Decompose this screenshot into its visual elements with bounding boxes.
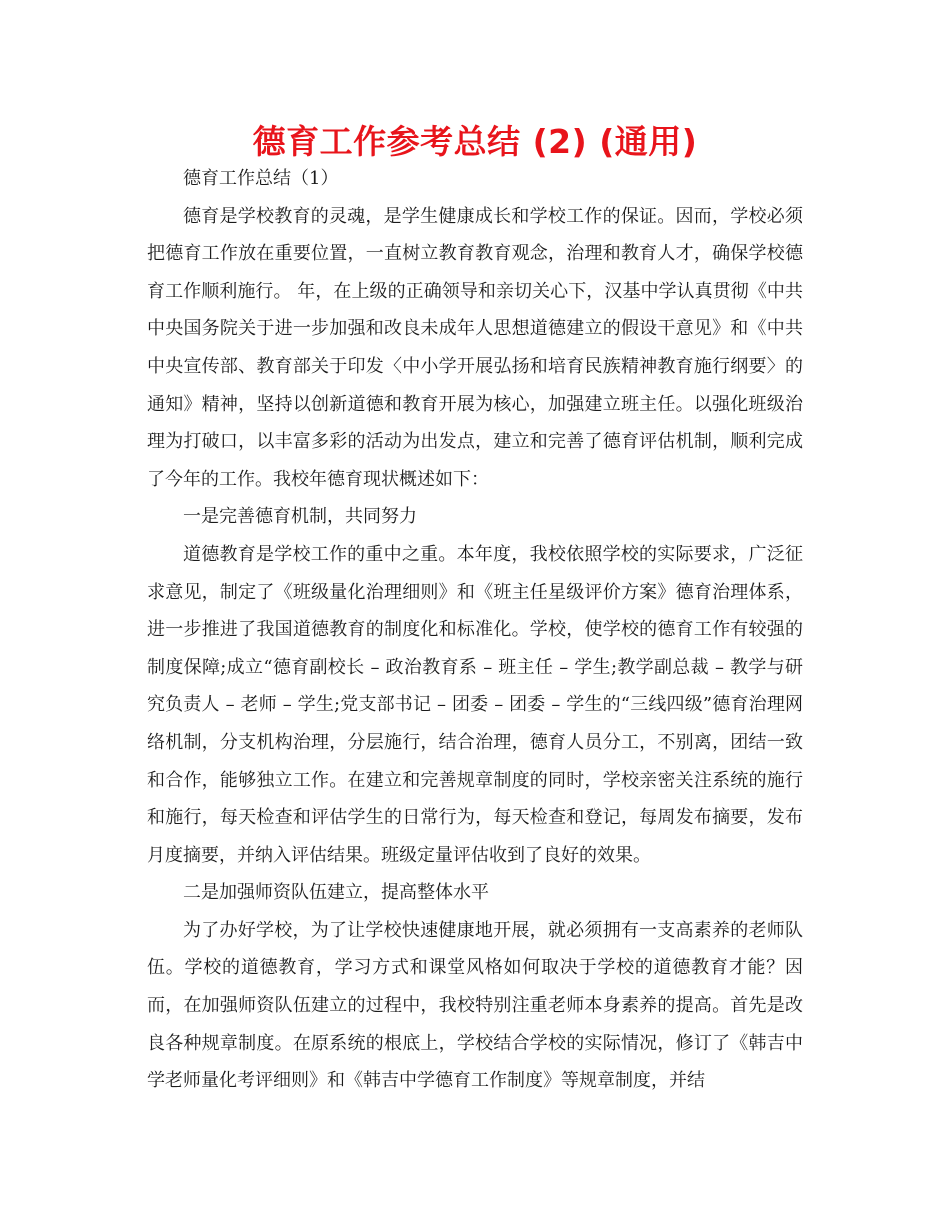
paragraph-mechanism: 道德教育是学校工作的重中之重。本年度，我校依照学校的实际要求，广泛征求意见，制定了《班级量化治理细则》和《班主任星级评价方案》德育治理体系，进一步推进了我国道德教育的制度化和标准化。学校，使学校的德育工作有较强的制度保障;成立“德育副校长 – 政治教育系 – 班主任 – 学生;教学副总裁 – 教学与研究负责人 – 老师 – 学生;党支部书记 – 团委 – 团委 – 学生的“三线四级”德育治理网络机制，分支机构治理，分层施行，结合治理，德育人员分工，不别离，团结一致和合作，能够独立工作。在建立和完善规章制度的同时，学校亲密关注系统的施行和施行，每天检查和评估学生的日常行为，每天检查和登记，每周发布摘要，发布月度摘要，并纳入评估结果。班级定量评估收到了良好的效果。 [147,543,803,866]
section-heading-summary-1: 德育工作总结（1） [183,168,339,189]
document-title: 德育工作参考总结 (2) (通用) [252,122,698,161]
section-heading-teachers: 二是加强师资队伍建立，提高整体水平 [183,882,489,904]
paragraph-teachers: 为了办好学校，为了让学校快速健康地开展，就必须拥有一支高素养的老师队伍。学校的道德教育，学习方式和课堂风格如何取决于学校的道德教育才能？因而，在加强师资队伍建立的过程中，我校特别注重老师本身素养的提高。首先是改良各种规章制度。在原系统的根底上，学校结合学校的实际情况，修订了《韩吉中学老师量化考评细则》和《韩吉中学德育工作制度》等规章制度，并结 [147,919,803,1092]
paragraph-intro: 德育是学校教育的灵魂，是学生健康成长和学校工作的保证。因而，学校必须把德育工作放在重要位置，一直树立教育教育观念，治理和教育人才，确保学校德育工作顺利施行。 年，在上级的正确领导和亲切关心下，汉基中学认真贯彻《中共中央国务院关于进一步加强和改良未成年人思想道德建立的假设干意见》和《中共中央宣传部、教育部关于印发〈中小学开展弘扬和培育民族精神教育施行纲要〉的通知》精神，坚持以创新道德和教育开展为核心，加强建立班主任。以强化班级治理为打破口，以丰富多彩的活动为出发点，建立和完善了德育评估机制，顺利完成了今年的工作。我校年德育现状概述如下： [147,205,803,490]
section-heading-mechanism: 一是完善德育机制，共同努力 [183,506,417,528]
document-body [147,160,803,1100]
